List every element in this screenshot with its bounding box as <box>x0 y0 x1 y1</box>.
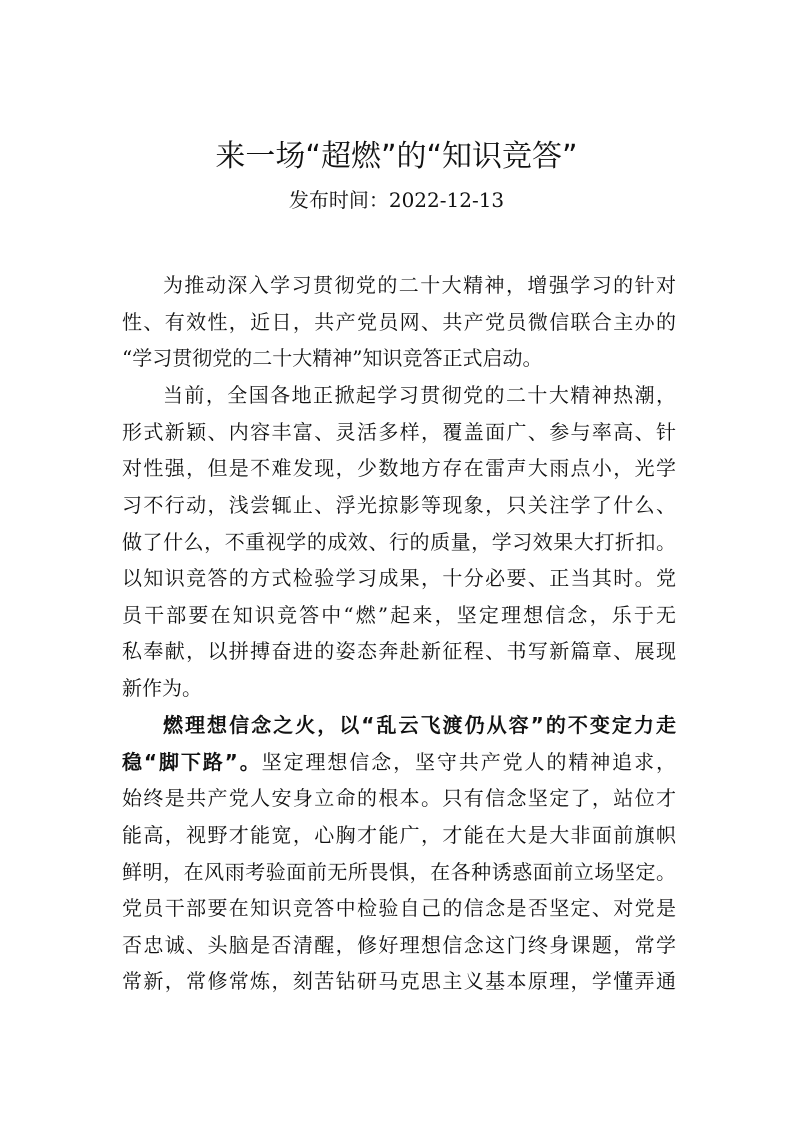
text-line: 否忠诚、头脑是否清醒，修好理想信念这门终身课题，常学 <box>122 932 676 957</box>
article-title: 来一场“超燃”的“知识竞答” <box>215 139 578 174</box>
section-heading: 燃理想信念之火，以“乱云飞渡仍从容”的不变定力走 <box>163 713 676 738</box>
text-line: 鲜明，在风雨考验面前无所畏惧，在各种诱惑面前立场坚定。 <box>122 859 676 884</box>
text-line: 做了什么，不重视学的成效、行的质量，学习效果大打折扣。 <box>122 529 676 554</box>
text-line <box>122 744 676 781</box>
text-line: 对性强，但是不难发现，少数地方存在雷声大雨点小，光学 <box>122 456 676 481</box>
text-line: 为推动深入学习贯彻党的二十大精神，增强学习的针对 <box>163 273 676 297</box>
text-line: 员干部要在知识竞答中“燃”起来，坚定理想信念，乐于无 <box>122 602 676 627</box>
article-body <box>122 267 676 1000</box>
text-line: 始终是共产党人安身立命的根本。只有信念坚定了，站位才 <box>122 786 676 811</box>
paragraph-3 <box>122 707 676 1000</box>
publish-date: 发布时间：2022-12-13 <box>288 188 505 212</box>
text-line: 当前，全国各地正掀起学习贯彻党的二十大精神热潮， <box>163 383 676 408</box>
text-line: 以知识竞答的方式检验学习成果，十分必要、正当其时。党 <box>122 566 676 591</box>
text-line: 习不行动，浅尝辄止、浮光掠影等现象，只关注学了什么、 <box>122 493 676 518</box>
text-line: 新作为。 <box>122 676 202 701</box>
text-line: 性、有效性，近日，共产党员网、共产党员微信联合主办的 <box>122 309 676 334</box>
text-line: 常新，常修常炼，刻苦钻研马克思主义基本原理，学懂弄通 <box>122 969 676 994</box>
text-segment: 坚定理想信念，坚守共产党人的精神追求， <box>261 749 677 774</box>
text-line: 党员干部要在知识竞答中检验自己的信念是否坚定、对党是 <box>122 896 676 921</box>
paragraph-2 <box>122 377 676 706</box>
paragraph-1 <box>122 267 676 377</box>
text-line: 私奉献，以拼搏奋进的姿态奔赴新征程、书写新篇章、展现 <box>122 639 676 664</box>
text-line: “学习贯彻党的二十大精神”知识竞答正式启动。 <box>122 346 543 371</box>
section-heading-end: 稳“脚下路”。 <box>122 749 262 774</box>
text-line: 能高，视野才能宽，心胸才能广，才能在大是大非面前旗帜 <box>122 822 676 847</box>
text-line: 形式新颖、内容丰富、灵活多样，覆盖面广、参与率高、针 <box>122 419 676 444</box>
